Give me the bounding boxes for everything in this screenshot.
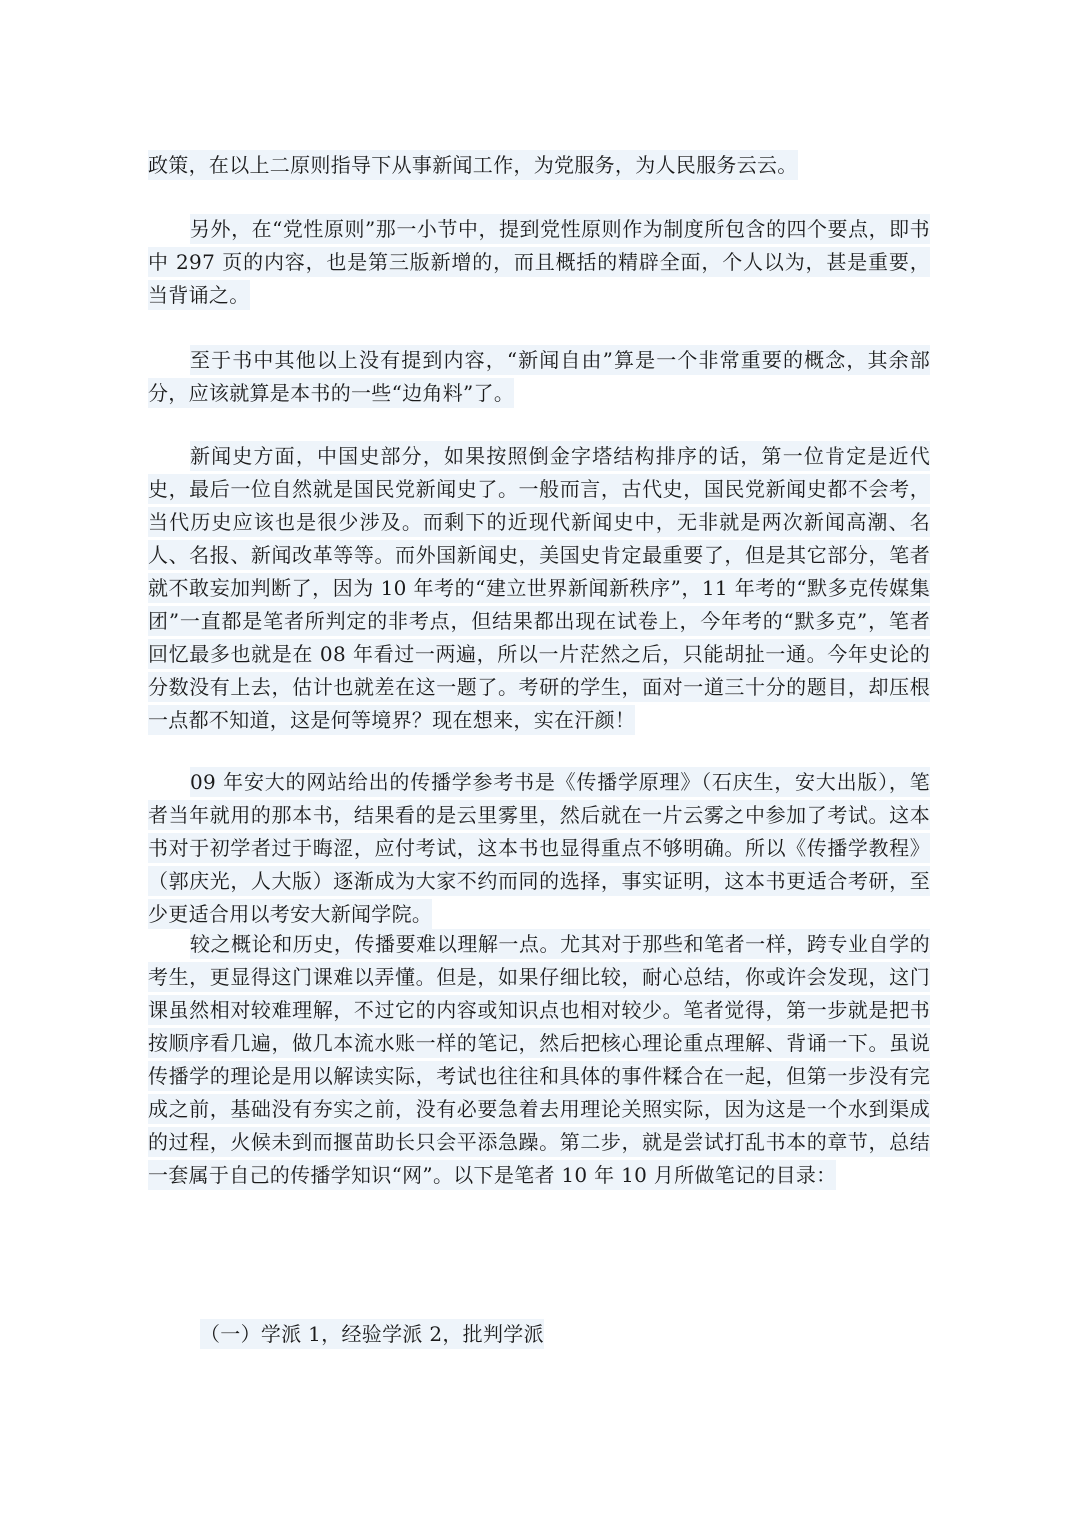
paragraph-text: （一）学派 1，经验学派 2，批判学派 xyxy=(200,1319,544,1349)
paragraph-text: 09 年安大的网站给出的传播学参考书是《传播学原理》（石庆生，安大出版），笔者当年就用的那本书，结果看的是云里雾里，然后就在一片云雾之中参加了考试。这本书对于初学者过于晦涩，应付考试，这本书也显得重点不够明确。所以《传播学教程》（郭庆光，人大版）逐渐成为大家不约而同的选择，事实证明，这本书更适合考研，至少更适合用以考安大新闻学院。 xyxy=(148,767,930,929)
paragraph-press-freedom xyxy=(148,344,930,410)
paragraph-party-principle xyxy=(148,213,930,312)
paragraph-journalism-history xyxy=(148,440,930,737)
paragraph-schools-outline xyxy=(148,1318,930,1351)
paragraph-text: 另外，在“党性原则”那一小节中，提到党性原则作为制度所包含的四个要点，即书中 297 页的内容，也是第三版新增的，而且概括的精辟全面，个人以为，甚是重要，当背诵之。 xyxy=(148,214,930,310)
paragraph-text: 新闻史方面，中国史部分，如果按照倒金字塔结构排序的话，第一位肯定是近代史，最后一位自然就是国民党新闻史了。一般而言，古代史，国民党新闻史都不会考，当代历史应该也是很少涉及。而剩下的近现代新闻史中，无非就是两次新闻高潮、名人、名报、新闻改革等等。而外国新闻史，美国史肯定最重要了，但是其它部分，笔者就不敢妄加判断了，因为 10 年考的“建立世界新闻新秩序”，11 年考的“默多克传媒集团”一直都是笔者所判定的非考点，但结果都出现在试卷上，今年考的“默多克”，笔者回忆最多也就是在 08 年看过一两遍，所以一片茫然之后，只能胡扯一通。今年史论的分数没有上去，估计也就差在这一题了。考研的学生，面对一道三十分的题目，却压根一点都不知道，这是何等境界？现在想来，实在汗颜！ xyxy=(148,441,930,735)
paragraph-policy-principles xyxy=(148,149,930,182)
paragraph-text: 较之概论和历史，传播要难以理解一点。尤其对于那些和笔者一样，跨专业自学的考生，更显得这门课难以弄懂。但是，如果仔细比较，耐心总结，你或许会发现，这门课虽然相对较难理解，不过它的内容或知识点也相对较少。笔者觉得，第一步就是把书按顺序看几遍，做几本流水账一样的笔记，然后把核心理论重点理解、背诵一下。虽说传播学的理论是用以解读实际，考试也往往和具体的事件糅合在一起，但第一步没有完成之前，基础没有夯实之前，没有必要急着去用理论关照实际，因为这是一个水到渠成的过程，火候未到而揠苗助长只会平添急躁。第二步，就是尝试打乱书本的章节，总结一套属于自己的传播学知识“网”。以下是笔者 10 年 10 月所做笔记的目录： xyxy=(148,929,930,1190)
paragraph-reference-books xyxy=(148,766,930,931)
paragraph-text: 政策，在以上二原则指导下从事新闻工作，为党服务，为人民服务云云。 xyxy=(148,150,798,180)
paragraph-communication-study xyxy=(148,928,930,1192)
paragraph-text: 至于书中其他以上没有提到内容，“新闻自由”算是一个非常重要的概念，其余部分，应该就算是本书的一些“边角料”了。 xyxy=(148,345,930,408)
